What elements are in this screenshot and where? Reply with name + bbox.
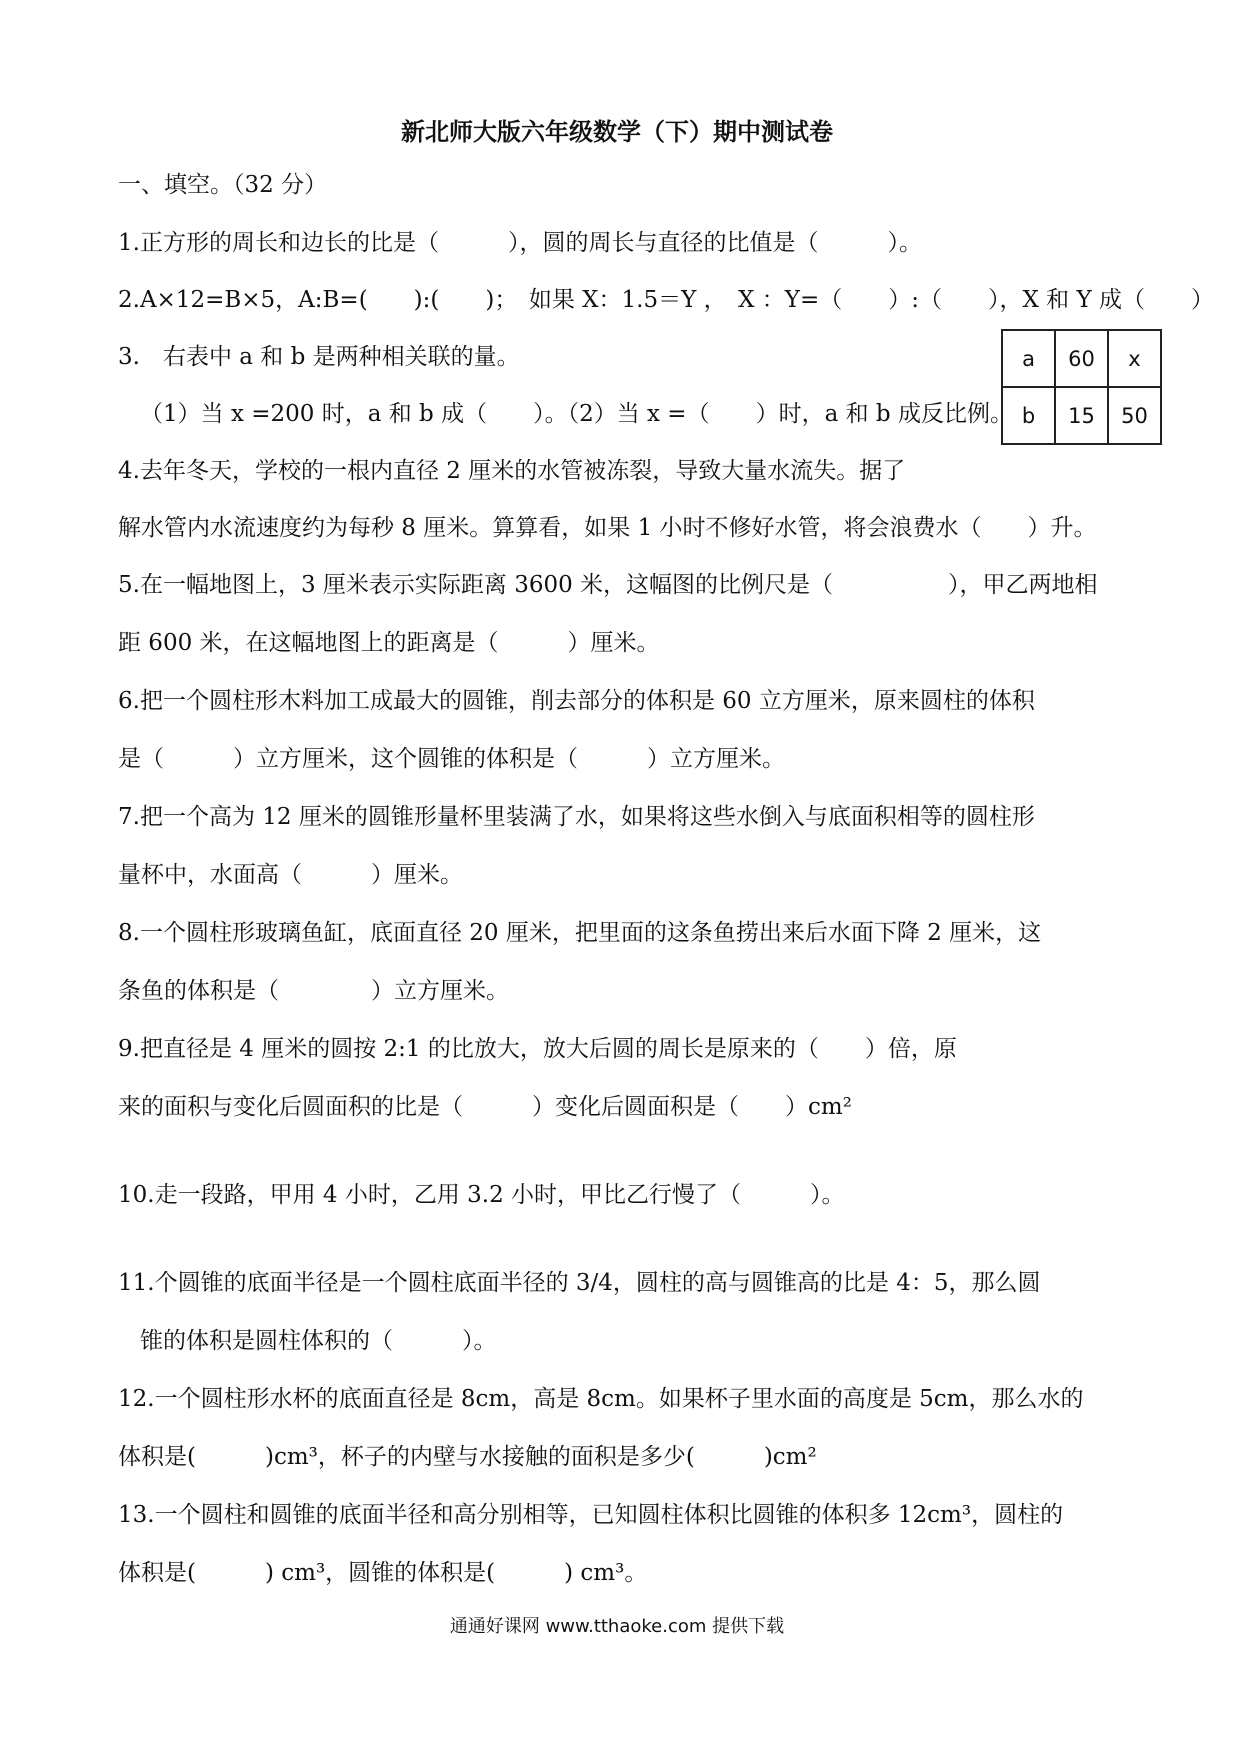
question-11-line-2: 锥的体积是圆柱体积的（ ）。 <box>140 1328 497 1354</box>
table-row-b <box>1002 387 1161 444</box>
question-12-line-2: 体积是( )cm³，杯子的内壁与水接触的面积是多少( )cm² <box>118 1444 817 1470</box>
question-5-line-1: 5.在一幅地图上，3 厘米表示实际距离 3600 米，这幅图的比例尺是（ ），甲乙两地相 <box>118 572 1098 598</box>
page-title: 新北师大版六年级数学（下）期中测试卷 <box>401 117 833 146</box>
table-row-a <box>1002 330 1161 387</box>
question-2-line-1: 2.A×12=B×5，A:B=( ):( )； 如果 X：1.5＝Y ， X ：Y=（ ）:（ ），X 和 Y 成（ ） <box>118 287 1214 313</box>
question-4-line-1: 4.去年冬天，学校的一根内直径 2 厘米的水管被冻裂，导致大量水流失。据了 <box>118 458 906 484</box>
question-3-line-1: 3. 右表中 a 和 b 是两种相关联的量。 <box>118 344 520 370</box>
question-13-line-1: 13.一个圆柱和圆锥的底面半径和高分别相等，已知圆柱体积比圆锥的体积多 12cm³，圆柱的 <box>118 1502 1064 1528</box>
table-cell: a <box>1002 330 1055 387</box>
question-8-line-2: 条鱼的体积是（ ）立方厘米。 <box>118 978 509 1004</box>
question-9-line-1: 9.把直径是 4 厘米的圆按 2:1 的比放大，放大后圆的周长是原来的（ ）倍，原 <box>118 1036 957 1062</box>
table-cell: b <box>1002 387 1055 444</box>
footer-source: 通通好课网 www.tthaoke.com 提供下载 <box>449 1616 785 1637</box>
section-heading: 一、填空。（32 分） <box>118 172 328 198</box>
question-7-line-1: 7.把一个高为 12 厘米的圆锥形量杯里装满了水，如果将这些水倒入与底面积相等的圆柱形 <box>118 804 1035 830</box>
question-1-line-1: 1.正方形的周长和边长的比是（ ），圆的周长与直径的比值是（ ）。 <box>118 230 922 256</box>
table-cell: 15 <box>1055 387 1108 444</box>
table-cell: x <box>1108 330 1161 387</box>
question-9-line-2: 来的面积与变化后圆面积的比是（ ）变化后圆面积是（ ）cm² <box>118 1094 852 1120</box>
question-12-line-1: 12.一个圆柱形水杯的底面直径是 8cm，高是 8cm。如果杯子里水面的高度是 5cm，那么水的 <box>118 1386 1084 1412</box>
question-6-line-2: 是（ ）立方厘米，这个圆锥的体积是（ ）立方厘米。 <box>118 746 785 772</box>
question-10-line-1: 10.走一段路，甲用 4 小时，乙用 3.2 小时，甲比乙行慢了（ ）。 <box>118 1182 845 1208</box>
question-6-line-1: 6.把一个圆柱形木料加工成最大的圆锥，削去部分的体积是 60 立方厘米，原来圆柱的体积 <box>118 688 1035 714</box>
a-b-table <box>1001 329 1162 445</box>
question-11-line-1: 11.个圆锥的底面半径是一个圆柱底面半径的 3/4，圆柱的高与圆锥高的比是 4：5，那么圆 <box>118 1270 1041 1296</box>
table-cell: 60 <box>1055 330 1108 387</box>
question-13-line-2: 体积是( ) cm³，圆锥的体积是( ) cm³。 <box>118 1560 648 1586</box>
question-4-line-2: 解水管内水流速度约为每秒 8 厘米。算算看，如果 1 小时不修好水管，将会浪费水（ ）升。 <box>118 515 1097 541</box>
table-cell: 50 <box>1108 387 1161 444</box>
question-8-line-1: 8.一个圆柱形玻璃鱼缸，底面直径 20 厘米，把里面的这条鱼捞出来后水面下降 2 厘米，这 <box>118 920 1042 946</box>
question-7-line-2: 量杯中，水面高（ ）厘米。 <box>118 862 463 888</box>
question-3-line-2: （1）当 x =200 时，a 和 b 成（ ）。（2）当 x =（ ）时，a 和 b 成反比例。 <box>140 401 1013 427</box>
question-5-line-2: 距 600 米，在这幅地图上的距离是（ ）厘米。 <box>118 630 660 656</box>
